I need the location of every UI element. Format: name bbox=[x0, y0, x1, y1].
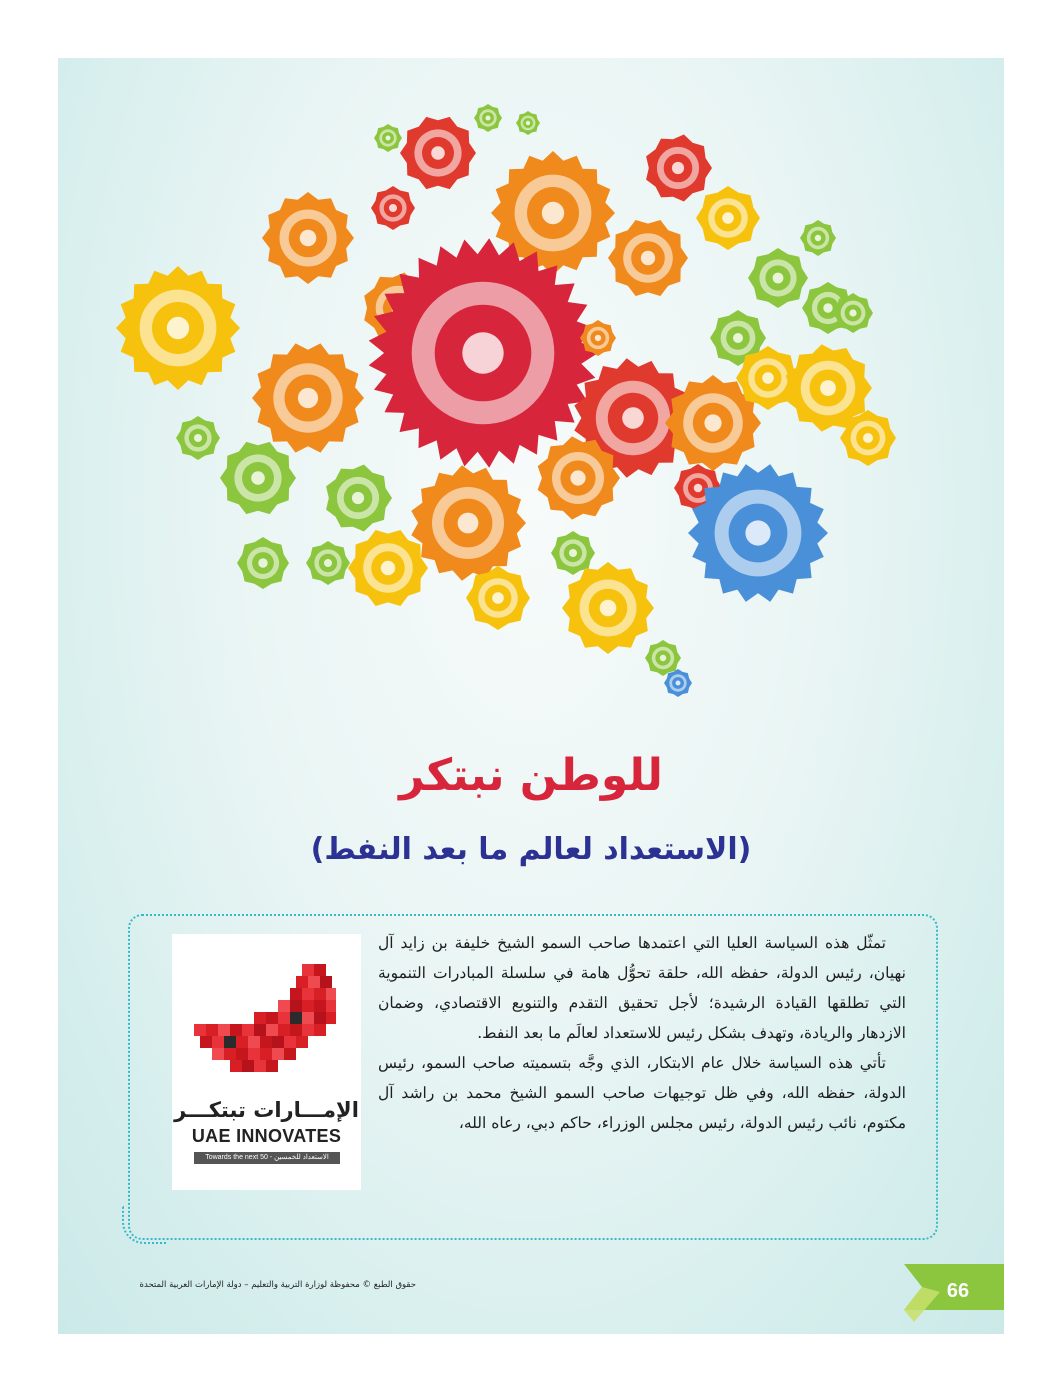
body-text bbox=[378, 928, 906, 1138]
paragraph: تمثّل هذه السياسة العليا التي اعتمدها صاحب السمو الشيخ خليفة بن زايد آل نهيان، رئيس الدولة، حفظه الله، حلقة تحوُّل هامة في سلسلة المبادرات التنموية التي تطلقها القيادة الرشيدة؛ لأجل تحقيق التقدم والتنويع الاقتصادي، وضمان الازدهار والريادة، وتهدف بشكل رئيس للاستعداد لعالَم ما بعد النفط. bbox=[378, 934, 906, 1042]
gear-icon bbox=[369, 238, 598, 468]
gear-icon bbox=[833, 293, 873, 333]
brain-gears-illustration bbox=[58, 58, 1004, 738]
gear-icon bbox=[466, 566, 530, 630]
gear-icon bbox=[326, 465, 392, 532]
logo-arabic-text: الإمـــارات تبتكـــر bbox=[174, 1098, 359, 1122]
gear-icon bbox=[262, 192, 354, 284]
uae-map-icon bbox=[172, 934, 361, 1094]
gear-icon bbox=[580, 320, 616, 356]
gear-icon bbox=[608, 220, 688, 296]
gear-icon bbox=[696, 186, 760, 250]
gear-icon bbox=[371, 186, 415, 230]
page-title: للوطن نبتكر bbox=[399, 750, 663, 801]
logo-tagline: Towards the next 50 - الاستعداد للخمسين bbox=[194, 1152, 340, 1164]
copyright-notice: حقوق الطبع © محفوظة لوزارة التربية والتعليم – دولة الإمارات العربية المتحدة bbox=[139, 1280, 416, 1290]
gear-icon bbox=[220, 442, 296, 514]
page-subtitle: (الاستعداد لعالم ما بعد النفط) bbox=[310, 832, 752, 867]
gear-icon bbox=[237, 537, 289, 589]
gear-icon bbox=[306, 541, 350, 585]
gear-icon bbox=[562, 562, 654, 654]
gear-icon bbox=[551, 531, 595, 575]
gear-icon bbox=[411, 465, 526, 580]
gear-icon bbox=[664, 669, 692, 697]
gear-icon bbox=[400, 117, 476, 189]
paragraph: تأتي هذه السياسة خلال عام الابتكار، الذي وجَّه بتسميته صاحب السمو، رئيس الدولة، حفظه الله، وفي ظل توجيهات صاحب السمو الشيخ محمد بن راشد آل مكتوم، نائب رئيس الدولة، رئيس مجلس الوزراء، حاكم دبي، رعاه الله، bbox=[378, 1054, 906, 1132]
gear-icon bbox=[748, 248, 808, 308]
gear-icon bbox=[252, 343, 364, 452]
gear-icon bbox=[176, 416, 220, 460]
gear-icon bbox=[800, 220, 836, 256]
gear-icon bbox=[374, 124, 402, 152]
gear-icon bbox=[646, 135, 712, 202]
logo-english-text: UAE INNOVATES bbox=[191, 1126, 342, 1146]
gear-icon bbox=[474, 104, 502, 132]
gear-icon bbox=[348, 530, 428, 606]
page-number: 66 bbox=[946, 1280, 970, 1302]
gear-icon bbox=[516, 111, 540, 135]
uae-innovates-logo bbox=[172, 934, 361, 1190]
gear-icon bbox=[116, 266, 240, 390]
gear-icon bbox=[840, 410, 896, 466]
textbook-page bbox=[58, 58, 1004, 1334]
